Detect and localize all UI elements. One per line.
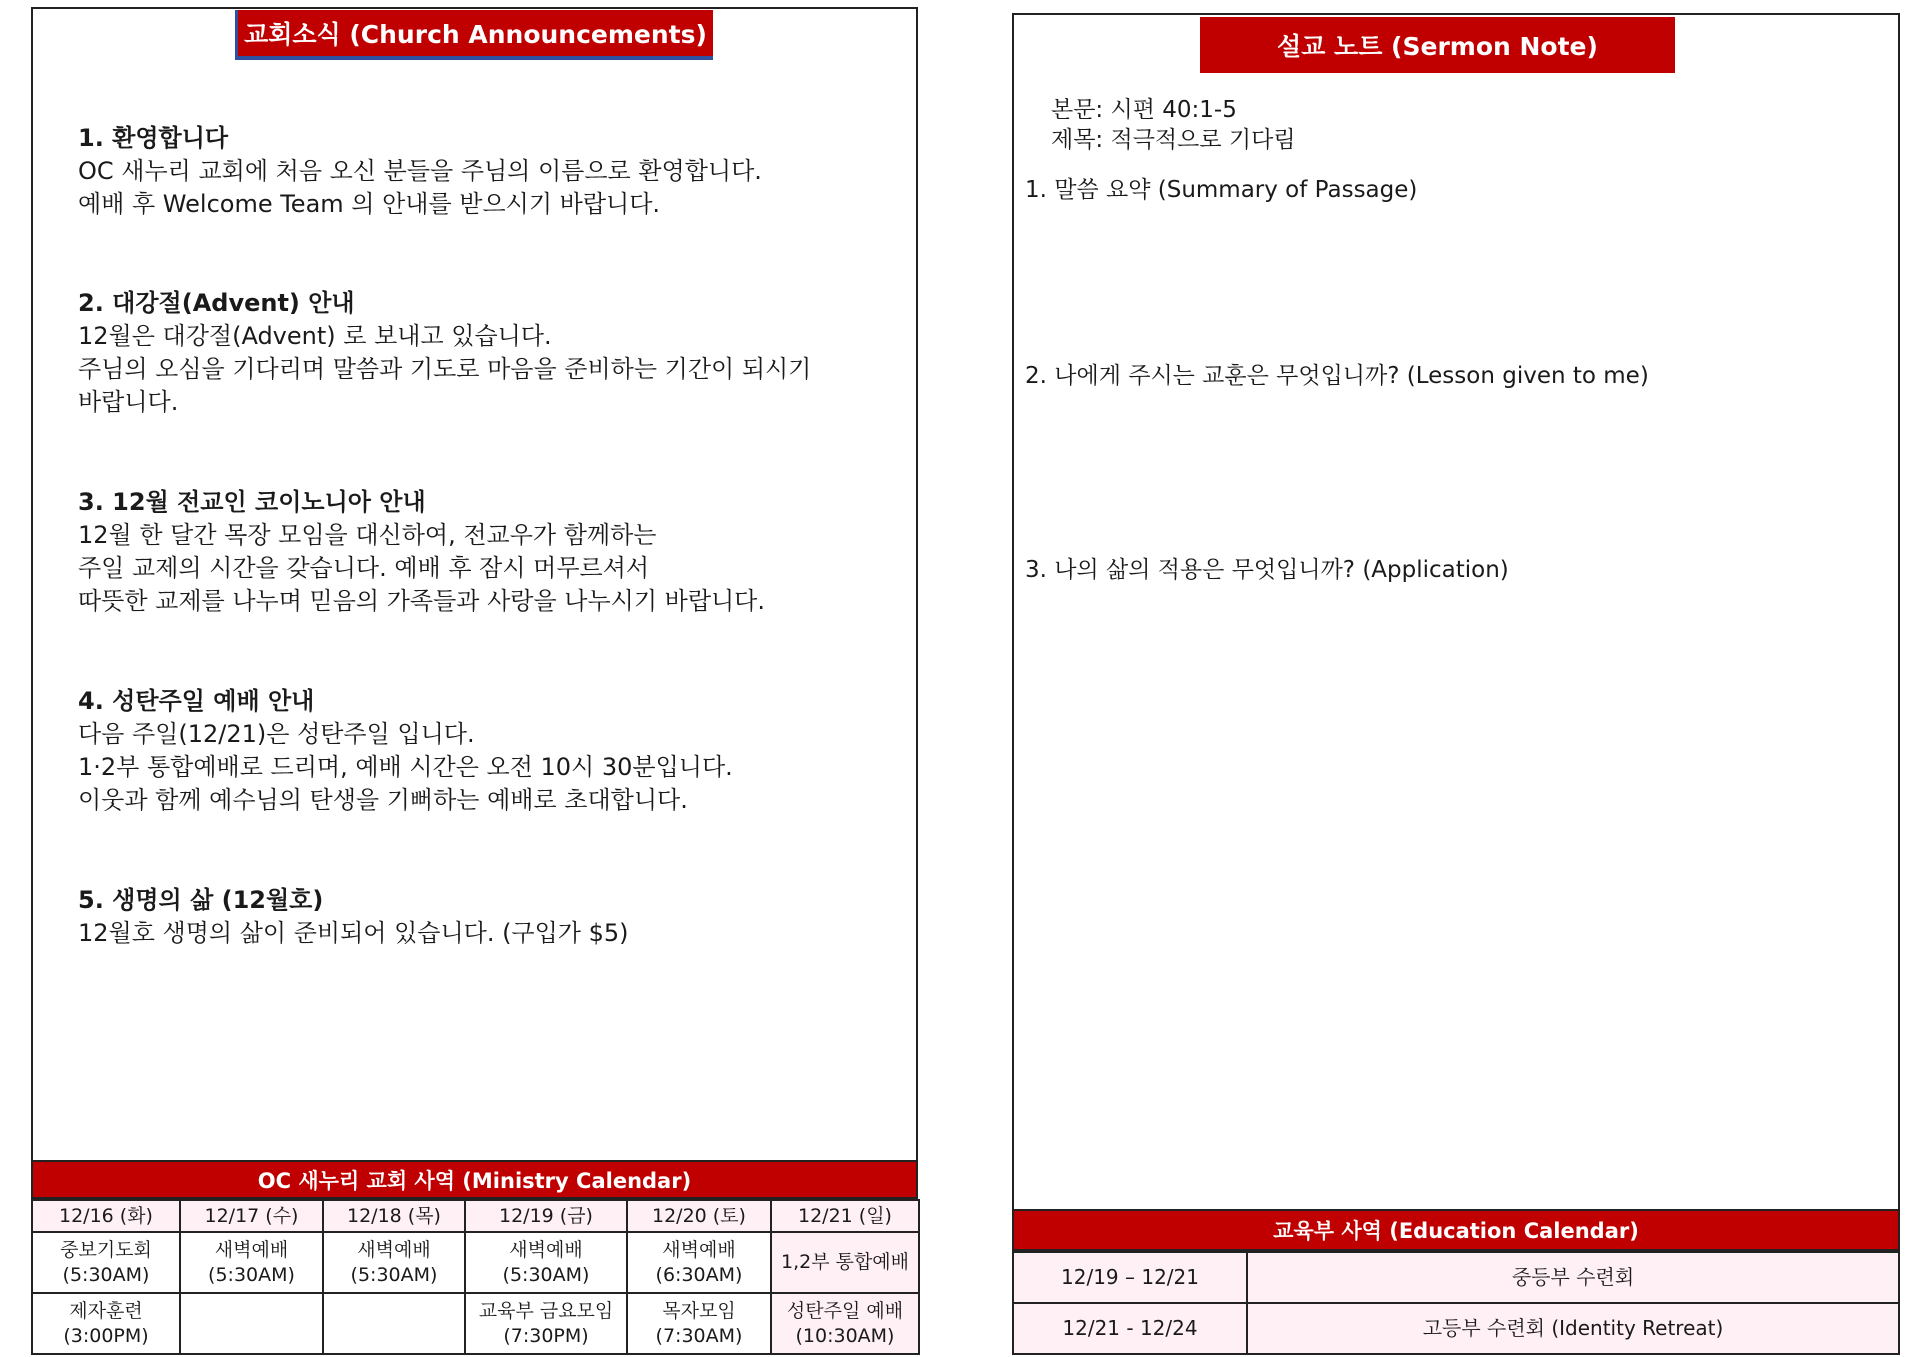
education-calendar-table — [1012, 1251, 1900, 1355]
calendar-day-header: 12/16 (화) — [32, 1200, 180, 1232]
education-calendar-title: 교육부 사역 (Education Calendar) — [1012, 1209, 1900, 1251]
calendar-cell: 성탄주일 예배 (10:30AM) — [771, 1293, 919, 1354]
sermon-note-banner: 설교 노트 (Sermon Note) — [1200, 17, 1675, 73]
announcement-item — [78, 287, 898, 419]
ministry-calendar-table — [31, 1199, 920, 1355]
announcement-heading: 2. 대강절(Advent) 안내 — [78, 289, 355, 317]
calendar-cell: 새벽예배 (5:30AM) — [323, 1232, 465, 1293]
ministry-calendar-title: OC 새누리 교회 사역 (Ministry Calendar) — [31, 1160, 918, 1199]
announcement-line: 다음 주일(12/21)은 성탄주일 입니다. — [78, 720, 475, 748]
sermon-note-panel — [1012, 13, 1900, 1355]
sermon-question-lesson: 2. 나에게 주시는 교훈은 무엇입니까? (Lesson given to me) — [1025, 363, 1649, 389]
announcement-line: 12월은 대강절(Advent) 로 보내고 있습니다. — [78, 322, 552, 350]
education-calendar — [1012, 1209, 1900, 1355]
calendar-day-header: 12/19 (금) — [465, 1200, 627, 1232]
announcement-line: 바랍니다. — [78, 388, 179, 416]
announcements-panel — [31, 7, 918, 1355]
calendar-day-header: 12/20 (토) — [627, 1200, 771, 1232]
calendar-day-header: 12/21 (일) — [771, 1200, 919, 1232]
announcement-heading: 1. 환영합니다 — [78, 124, 229, 152]
calendar-cell: 새벽예배 (5:30AM) — [465, 1232, 627, 1293]
announcement-line: 주님의 오심을 기다리며 말씀과 기도로 마음을 준비하는 기간이 되시기 — [78, 355, 812, 383]
announcements-banner: 교회소식 (Church Announcements) — [235, 10, 713, 60]
calendar-cell: 제자훈련 (3:00PM) — [32, 1293, 180, 1354]
sermon-question-application: 3. 나의 삶의 적용은 무엇입니까? (Application) — [1025, 557, 1509, 583]
announcement-line: 1·2부 통합예배로 드리며, 예배 시간은 오전 10시 30분입니다. — [78, 753, 733, 781]
announcement-line: 12월 한 달간 목장 모임을 대신하여, 전교우가 함께하는 — [78, 521, 657, 549]
sermon-question-summary: 1. 말씀 요약 (Summary of Passage) — [1025, 177, 1418, 203]
education-date: 12/21 - 12/24 — [1013, 1303, 1247, 1354]
calendar-cell: 중보기도회 (5:30AM) — [32, 1232, 180, 1293]
ministry-calendar — [31, 1160, 918, 1355]
calendar-cell: 새벽예배 (6:30AM) — [627, 1232, 771, 1293]
announcement-heading: 5. 생명의 삶 (12월호) — [78, 886, 324, 914]
calendar-cell: 1,2부 통합예배 — [771, 1232, 919, 1293]
announcement-line: 주일 교제의 시간을 갖습니다. 예배 후 잠시 머무르셔서 — [78, 554, 650, 582]
calendar-day-header: 12/17 (수) — [180, 1200, 323, 1232]
announcement-line: 따뜻한 교제를 나누며 믿음의 가족들과 사랑을 나누시기 바랍니다. — [78, 587, 765, 615]
announcement-heading: 4. 성탄주일 예배 안내 — [78, 687, 315, 715]
sermon-title: 제목: 적극적으로 기다림 — [1051, 127, 1296, 153]
announcement-heading: 3. 12월 전교인 코이노니아 안내 — [78, 488, 426, 516]
education-event: 중등부 수련회 — [1247, 1252, 1899, 1303]
education-event: 고등부 수련회 (Identity Retreat) — [1247, 1303, 1899, 1354]
calendar-cell: 목자모임 (7:30AM) — [627, 1293, 771, 1354]
announcement-line: OC 새누리 교회에 처음 오신 분들을 주님의 이름으로 환영합니다. — [78, 157, 762, 185]
sermon-reference — [1051, 95, 1296, 155]
sermon-scripture: 본문: 시편 40:1-5 — [1051, 97, 1237, 123]
announcement-line: 12월호 생명의 삶이 준비되어 있습니다. (구입가 $5) — [78, 919, 629, 947]
calendar-cell: 교육부 금요모임 (7:30PM) — [465, 1293, 627, 1354]
calendar-day-header: 12/18 (목) — [323, 1200, 465, 1232]
announcement-line: 이웃과 함께 예수님의 탄생을 기뻐하는 예배로 초대합니다. — [78, 786, 688, 814]
announcement-item — [78, 486, 898, 618]
announcement-item — [78, 122, 898, 221]
calendar-cell — [180, 1293, 323, 1354]
calendar-cell — [323, 1293, 465, 1354]
announcement-item — [78, 685, 898, 817]
announcement-line: 예배 후 Welcome Team 의 안내를 받으시기 바랍니다. — [78, 190, 661, 218]
announcement-item — [78, 884, 898, 950]
calendar-cell: 새벽예배 (5:30AM) — [180, 1232, 323, 1293]
education-date: 12/19 – 12/21 — [1013, 1252, 1247, 1303]
